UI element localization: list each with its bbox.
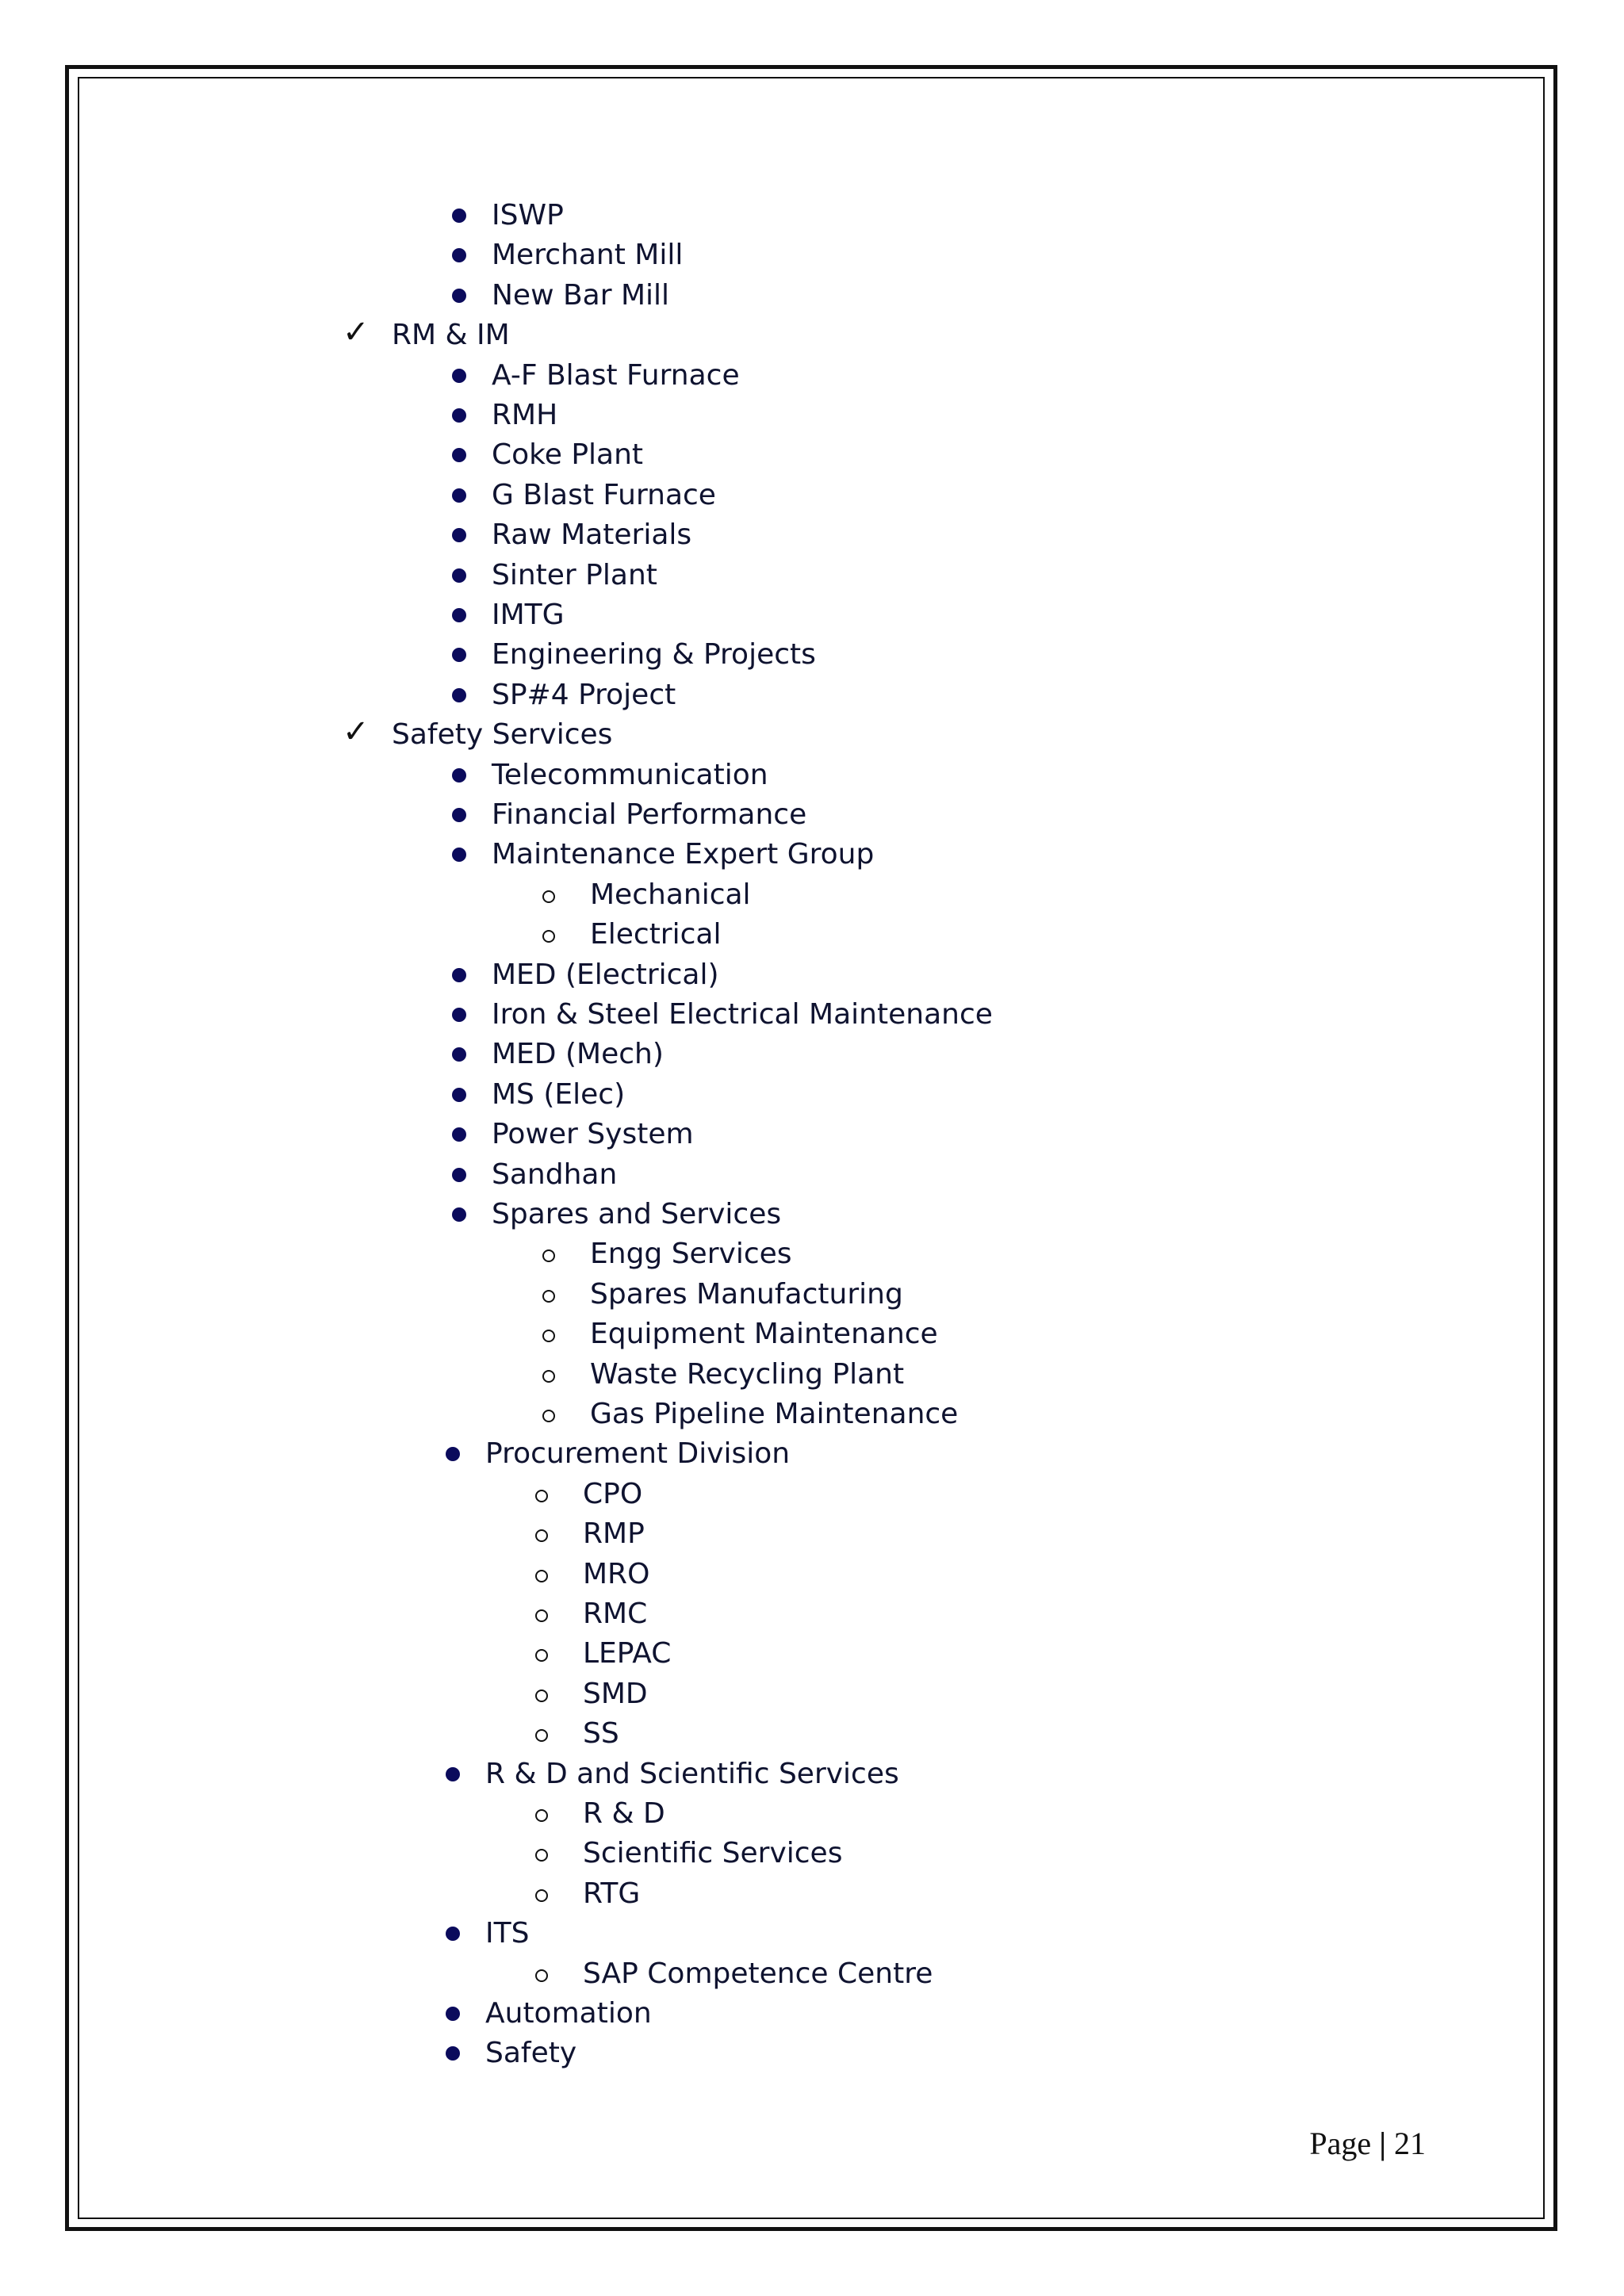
circle-bullet-icon [535, 1729, 548, 1742]
outline-item-label: MS (Elec) [492, 1078, 626, 1111]
circle-bullet-icon [535, 1490, 548, 1502]
outline-item-label: SMD [583, 1678, 648, 1710]
circle-bullet-icon [535, 1609, 548, 1622]
checkmark-icon: ✓ [343, 314, 370, 350]
page-label: Page [1309, 2126, 1372, 2161]
outline-item-label: SS [583, 1717, 619, 1750]
outline-item-label: Electrical [590, 918, 722, 951]
outline-item-label: Sandhan [492, 1158, 618, 1191]
bullet-dot-icon [452, 848, 466, 862]
checkmark-icon: ✓ [343, 714, 370, 750]
outline-item-label: Merchant Mill [492, 239, 684, 271]
outline-item-label: Automation [485, 1997, 652, 2030]
outline-item-label: MRO [583, 1558, 650, 1590]
circle-bullet-icon [542, 890, 555, 903]
outline-item-label: RTG [583, 1877, 641, 1910]
outline-item-label: New Bar Mill [492, 279, 670, 312]
bullet-dot-icon [452, 568, 466, 583]
bullet-dot-icon [452, 408, 466, 423]
bullet-dot-icon [452, 1047, 466, 1062]
bullet-dot-icon [452, 448, 466, 462]
outline-item-label: SAP Competence Centre [583, 1957, 933, 1990]
circle-bullet-icon [535, 1570, 548, 1582]
outline-item-label: R & D and Scientific Services [485, 1758, 899, 1790]
outline-item-label: Spares and Services [492, 1198, 782, 1230]
circle-bullet-icon [535, 1969, 548, 1982]
outline-item-label: Equipment Maintenance [590, 1318, 938, 1350]
outline-item-label: R & D [583, 1797, 665, 1830]
bullet-dot-icon [452, 1207, 466, 1222]
circle-bullet-icon [535, 1849, 548, 1862]
circle-bullet-icon [535, 1809, 548, 1822]
outline-item-label: Engineering & Projects [492, 638, 816, 671]
outline-item-label: A-F Blast Furnace [492, 359, 740, 392]
bullet-dot-icon [452, 768, 466, 783]
outline-item-label: SP#4 Project [492, 679, 676, 711]
outline-item-label: Iron & Steel Electrical Maintenance [492, 998, 993, 1031]
outline-item-label: Engg Services [590, 1238, 792, 1270]
outline-item-label: RM & IM [392, 319, 510, 351]
bullet-dot-icon [446, 1767, 460, 1781]
outline-item-label: RMC [583, 1598, 648, 1630]
bullet-dot-icon [452, 688, 466, 702]
page-number: 21 [1394, 2126, 1426, 2161]
outline-item-label: Mechanical [590, 878, 751, 911]
circle-bullet-icon [542, 930, 555, 943]
page-border-inner [78, 77, 1545, 2219]
outline-item-label: Scientific Services [583, 1837, 843, 1869]
bullet-dot-icon [446, 2007, 460, 2021]
bullet-dot-icon [452, 209, 466, 223]
outline-item-label: RMH [492, 399, 558, 431]
outline-item-label: Power System [492, 1118, 694, 1150]
page-footer [1309, 2125, 1426, 2163]
outline-item-label: ISWP [492, 199, 564, 232]
circle-bullet-icon [542, 1410, 555, 1422]
bullet-dot-icon [452, 369, 466, 383]
outline-item-label: RMP [583, 1517, 645, 1550]
outline-item-label: G Blast Furnace [492, 479, 716, 511]
circle-bullet-icon [542, 1330, 555, 1342]
outline-item-label: LEPAC [583, 1637, 672, 1670]
bullet-dot-icon [446, 1447, 460, 1461]
outline-item-label: Spares Manufacturing [590, 1278, 903, 1311]
bullet-dot-icon [452, 528, 466, 542]
outline-item-label: ITS [485, 1917, 530, 1950]
circle-bullet-icon [542, 1370, 555, 1383]
bullet-dot-icon [446, 2046, 460, 2061]
circle-bullet-icon [535, 1889, 548, 1902]
bullet-dot-icon [452, 289, 466, 303]
bullet-dot-icon [452, 808, 466, 822]
circle-bullet-icon [535, 1649, 548, 1662]
bullet-dot-icon [452, 1127, 466, 1142]
outline-item-label: Gas Pipeline Maintenance [590, 1398, 959, 1430]
outline-item-label: Coke Plant [492, 438, 644, 471]
bullet-dot-icon [452, 608, 466, 622]
outline-item-label: Safety Services [392, 718, 613, 751]
outline-item-label: CPO [583, 1478, 643, 1510]
outline-item-label: Safety [485, 2037, 577, 2069]
bullet-dot-icon [452, 648, 466, 662]
circle-bullet-icon [542, 1290, 555, 1303]
bullet-dot-icon [452, 968, 466, 982]
outline-item-label: Raw Materials [492, 519, 692, 551]
page-separator: | [1379, 2126, 1386, 2161]
outline-item-label: Financial Performance [492, 798, 807, 831]
bullet-dot-icon [452, 1168, 466, 1182]
outline-item-label: MED (Mech) [492, 1038, 664, 1070]
outline-item-label: Sinter Plant [492, 559, 657, 591]
bullet-dot-icon [452, 1088, 466, 1102]
outline-item-label: Waste Recycling Plant [590, 1358, 905, 1391]
outline-item-label: Telecommunication [492, 759, 768, 791]
circle-bullet-icon [535, 1529, 548, 1542]
outline-item-label: Procurement Division [485, 1437, 791, 1470]
bullet-dot-icon [446, 1927, 460, 1941]
circle-bullet-icon [542, 1249, 555, 1262]
bullet-dot-icon [452, 248, 466, 262]
outline-item-label: IMTG [492, 599, 565, 631]
outline-item-label: MED (Electrical) [492, 959, 719, 991]
circle-bullet-icon [535, 1689, 548, 1702]
bullet-dot-icon [452, 488, 466, 503]
outline-item-label: Maintenance Expert Group [492, 838, 875, 871]
bullet-dot-icon [452, 1008, 466, 1022]
